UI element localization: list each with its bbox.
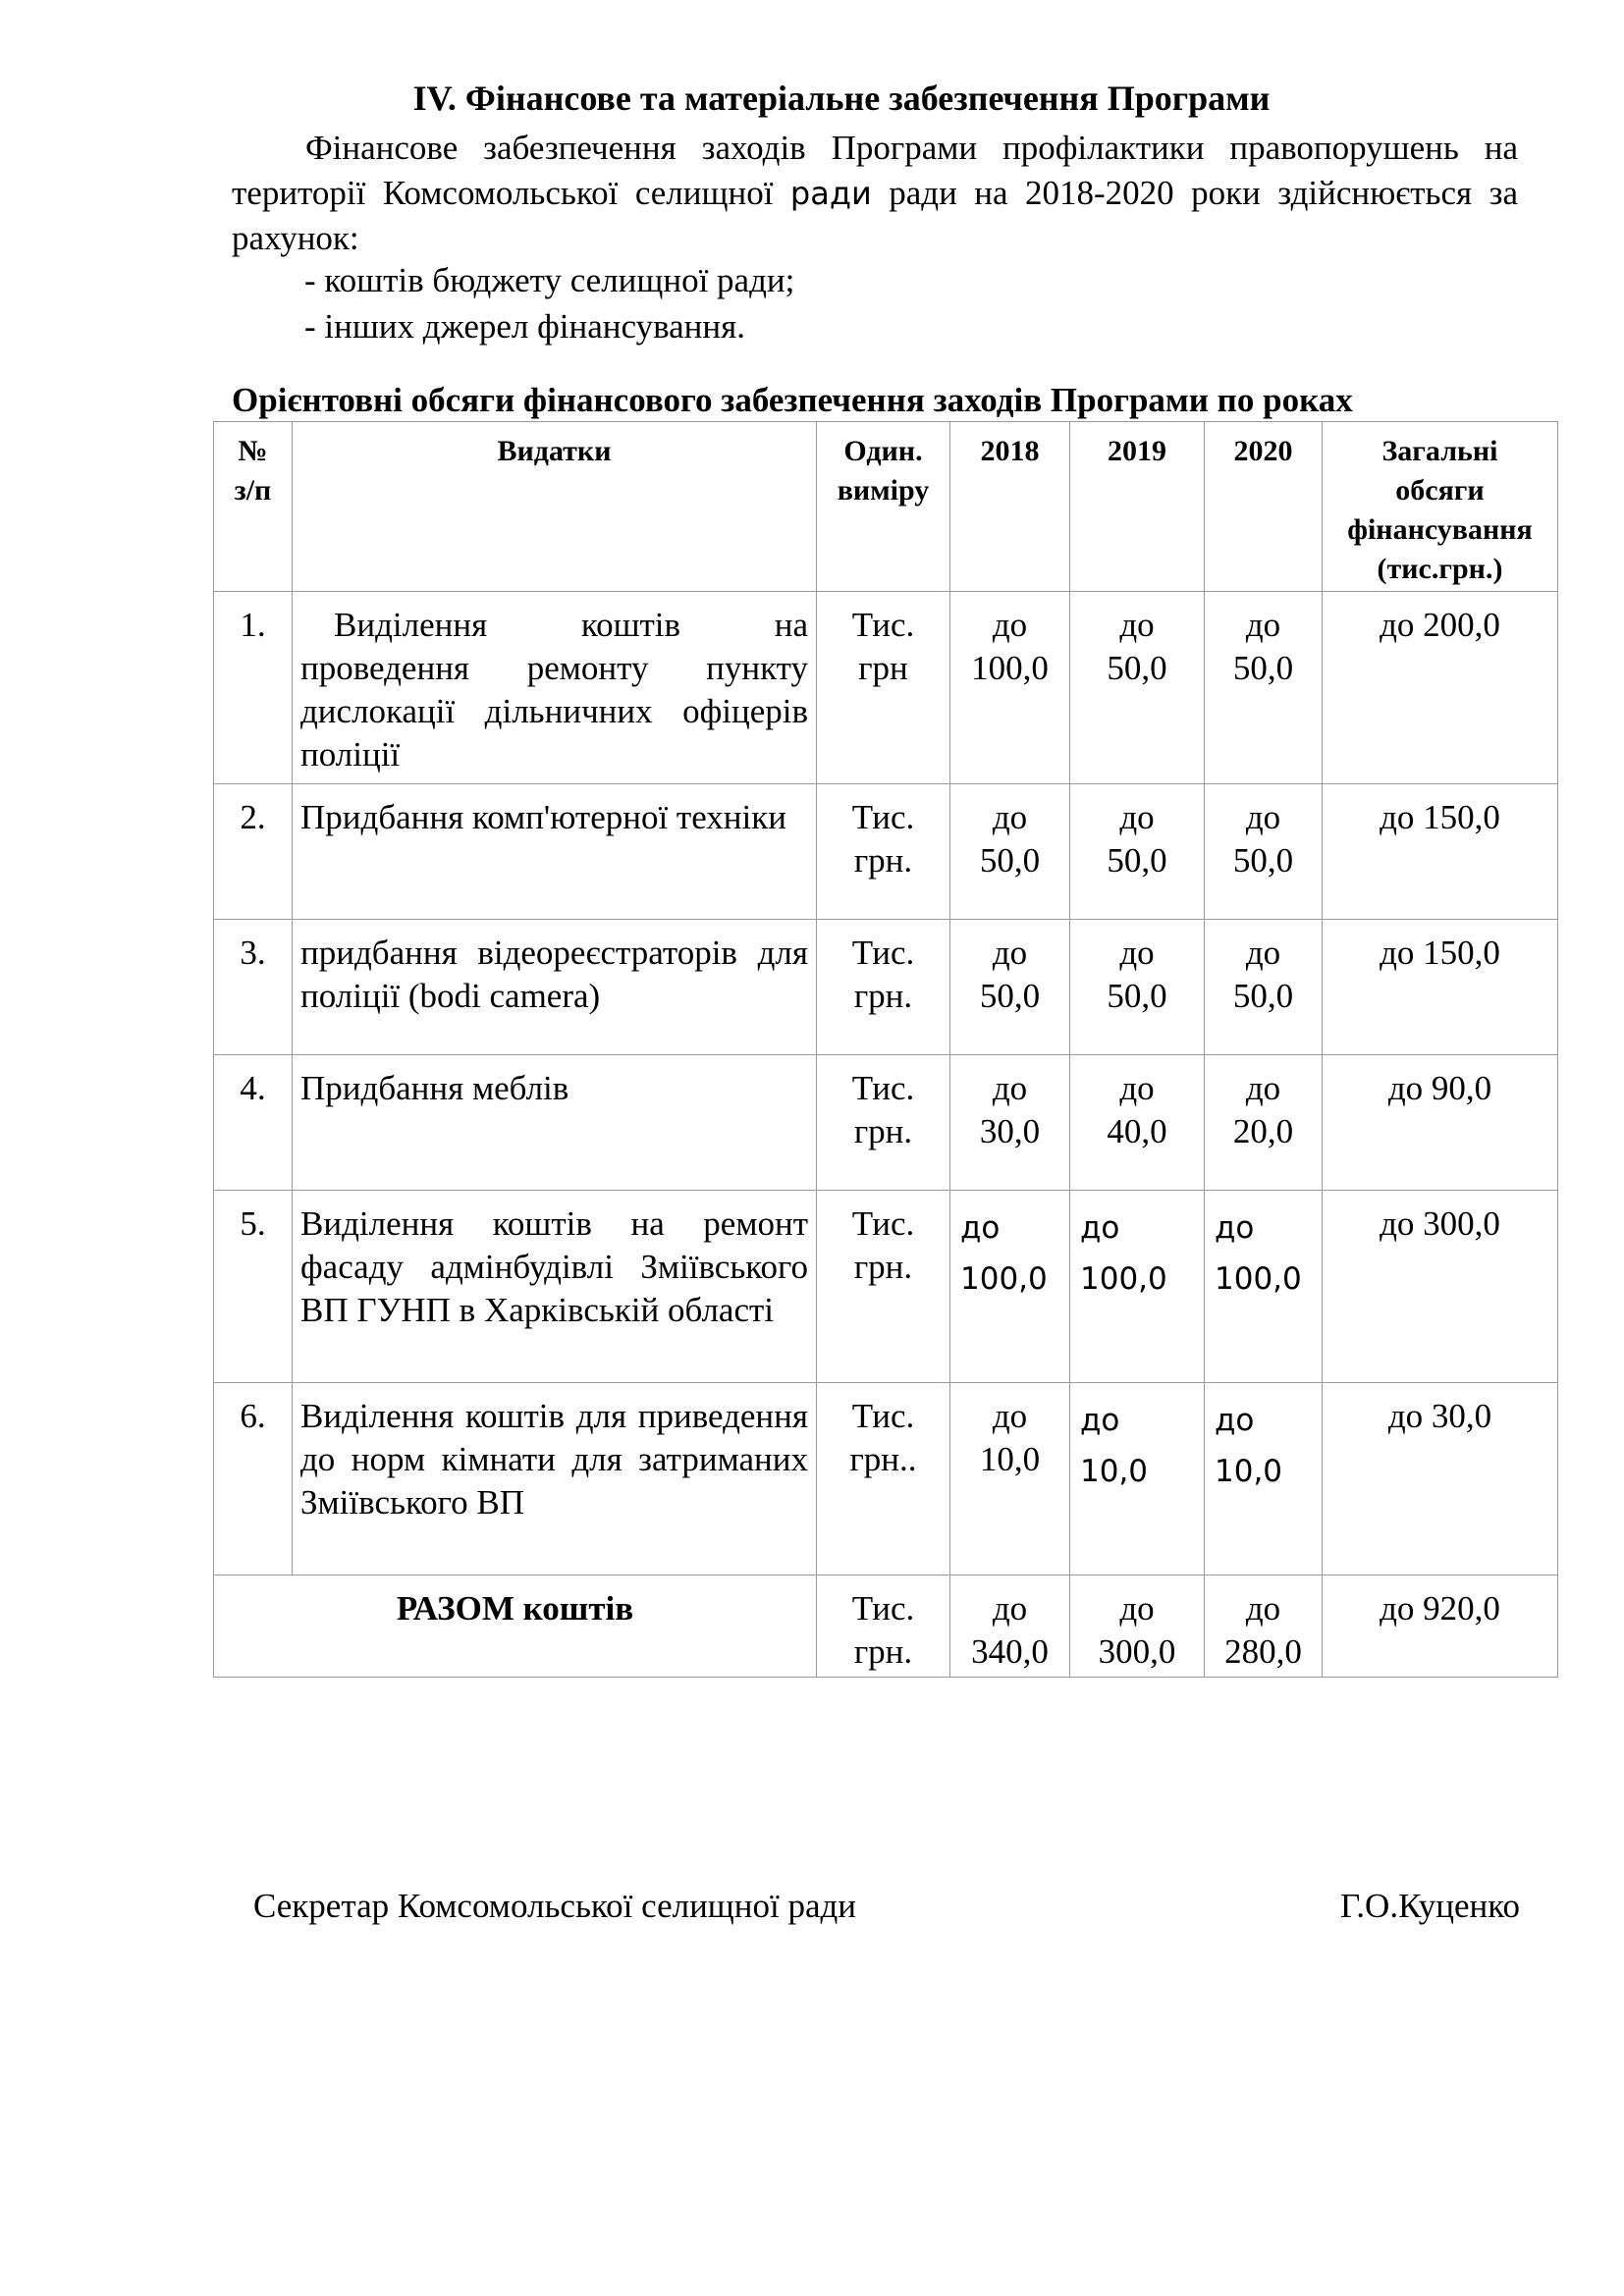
signature-title: Секретар Комсомольської селищної ради	[253, 1887, 857, 1925]
header-unit: Один. виміру	[817, 422, 950, 592]
table-row	[214, 1383, 1558, 1575]
row-total: до 90,0	[1323, 1055, 1558, 1191]
row-total: до 150,0	[1323, 920, 1558, 1055]
row-unit: Тис. грн.	[817, 784, 950, 920]
signature-name: Г.О.Куценко	[1340, 1887, 1520, 1925]
row-2020: до 100,0	[1205, 1191, 1323, 1383]
paragraph-part-1: Фінансове забезпечення заходів Програми профілактики правопорушень на території Комсомольської селищної	[232, 129, 1518, 212]
row-unit: Тис. грн	[817, 592, 950, 784]
row-2018: до 100,0	[950, 1191, 1070, 1383]
row-unit: Тис. грн.	[817, 1191, 950, 1383]
total-2020: до 280,0	[1205, 1575, 1323, 1678]
intro-paragraph	[232, 126, 1518, 261]
header-expense: Видатки	[293, 422, 817, 592]
total-label: РАЗОМ коштів	[214, 1575, 817, 1678]
header-total: Загальні обсяги фінансування (тис.грн.)	[1323, 422, 1558, 592]
table-caption: Орієнтовні обсяги фінансового забезпечення заходів Програми по роках	[232, 381, 1353, 419]
funding-source-item: - коштів бюджету селищної ради;	[304, 261, 795, 299]
row-description: Придбання меблів	[293, 1055, 817, 1191]
row-2018: до 50,0	[950, 920, 1070, 1055]
row-2018: до 10,0	[950, 1383, 1070, 1575]
row-num: 4.	[214, 1055, 293, 1191]
total-unit: Тис. грн.	[817, 1575, 950, 1678]
financing-table	[213, 421, 1558, 1678]
paragraph-inserted-word: ради	[789, 175, 872, 212]
row-2020: до 50,0	[1205, 784, 1323, 920]
signature-block	[253, 1885, 1520, 1928]
row-num: 5.	[214, 1191, 293, 1383]
row-total: до 150,0	[1323, 784, 1558, 920]
table-row	[214, 1191, 1558, 1383]
row-2018: до 30,0	[950, 1055, 1070, 1191]
row-2020: до 10,0	[1205, 1383, 1323, 1575]
row-description: Виділення коштів на ремонт фасаду адмінбудівлі Зміївського ВП ГУНП в Харківській області	[293, 1191, 817, 1383]
funding-sources-list	[304, 257, 794, 349]
table-row	[214, 784, 1558, 920]
table-header-row	[214, 422, 1558, 592]
row-2018: до 50,0	[950, 784, 1070, 920]
row-2020: до 50,0	[1205, 920, 1323, 1055]
table-row	[214, 592, 1558, 784]
row-num: 2.	[214, 784, 293, 920]
row-num: 3.	[214, 920, 293, 1055]
row-description: придбання відеореєстраторів для поліції (bodi camera)	[293, 920, 817, 1055]
row-2019: до 100,0	[1070, 1191, 1205, 1383]
row-description: Придбання комп'ютерної техніки	[293, 784, 817, 920]
table-row	[214, 1055, 1558, 1191]
row-num: 1.	[214, 592, 293, 784]
row-total: до 200,0	[1323, 592, 1558, 784]
row-num: 6.	[214, 1383, 293, 1575]
row-2018: до 100,0	[950, 592, 1070, 784]
section-heading: IV. Фінансове та матеріальне забезпечення Програми	[412, 79, 1271, 118]
row-description: Виділення коштів на проведення ремонту пункту дислокації дільничних офіцерів поліції	[293, 592, 817, 784]
header-2020: 2020	[1205, 422, 1323, 592]
row-2019: до 40,0	[1070, 1055, 1205, 1191]
table-row	[214, 920, 1558, 1055]
header-2018: 2018	[950, 422, 1070, 592]
funding-source-item: - інших джерел фінансування.	[304, 307, 745, 346]
header-2019: 2019	[1070, 422, 1205, 592]
row-2019: до 50,0	[1070, 784, 1205, 920]
row-unit: Тис. грн..	[817, 1383, 950, 1575]
row-total: до 30,0	[1323, 1383, 1558, 1575]
row-2019: до 50,0	[1070, 592, 1205, 784]
row-total: до 300,0	[1323, 1191, 1558, 1383]
total-2019: до 300,0	[1070, 1575, 1205, 1678]
row-2020: до 50,0	[1205, 592, 1323, 784]
header-num: № з/п	[214, 422, 293, 592]
total-2018: до 340,0	[950, 1575, 1070, 1678]
row-unit: Тис. грн.	[817, 920, 950, 1055]
row-2020: до 20,0	[1205, 1055, 1323, 1191]
table-total-row	[214, 1575, 1558, 1678]
total-overall: до 920,0	[1323, 1575, 1558, 1678]
row-2019: до 50,0	[1070, 920, 1205, 1055]
row-2019: до 10,0	[1070, 1383, 1205, 1575]
row-unit: Тис. грн.	[817, 1055, 950, 1191]
paragraph-part-2: ради на 2018-2020 роки здійснюється за рахунок:	[232, 174, 1518, 257]
row-description: Виділення коштів для приведення до норм кімнати для затриманих Зміївського ВП	[293, 1383, 817, 1575]
